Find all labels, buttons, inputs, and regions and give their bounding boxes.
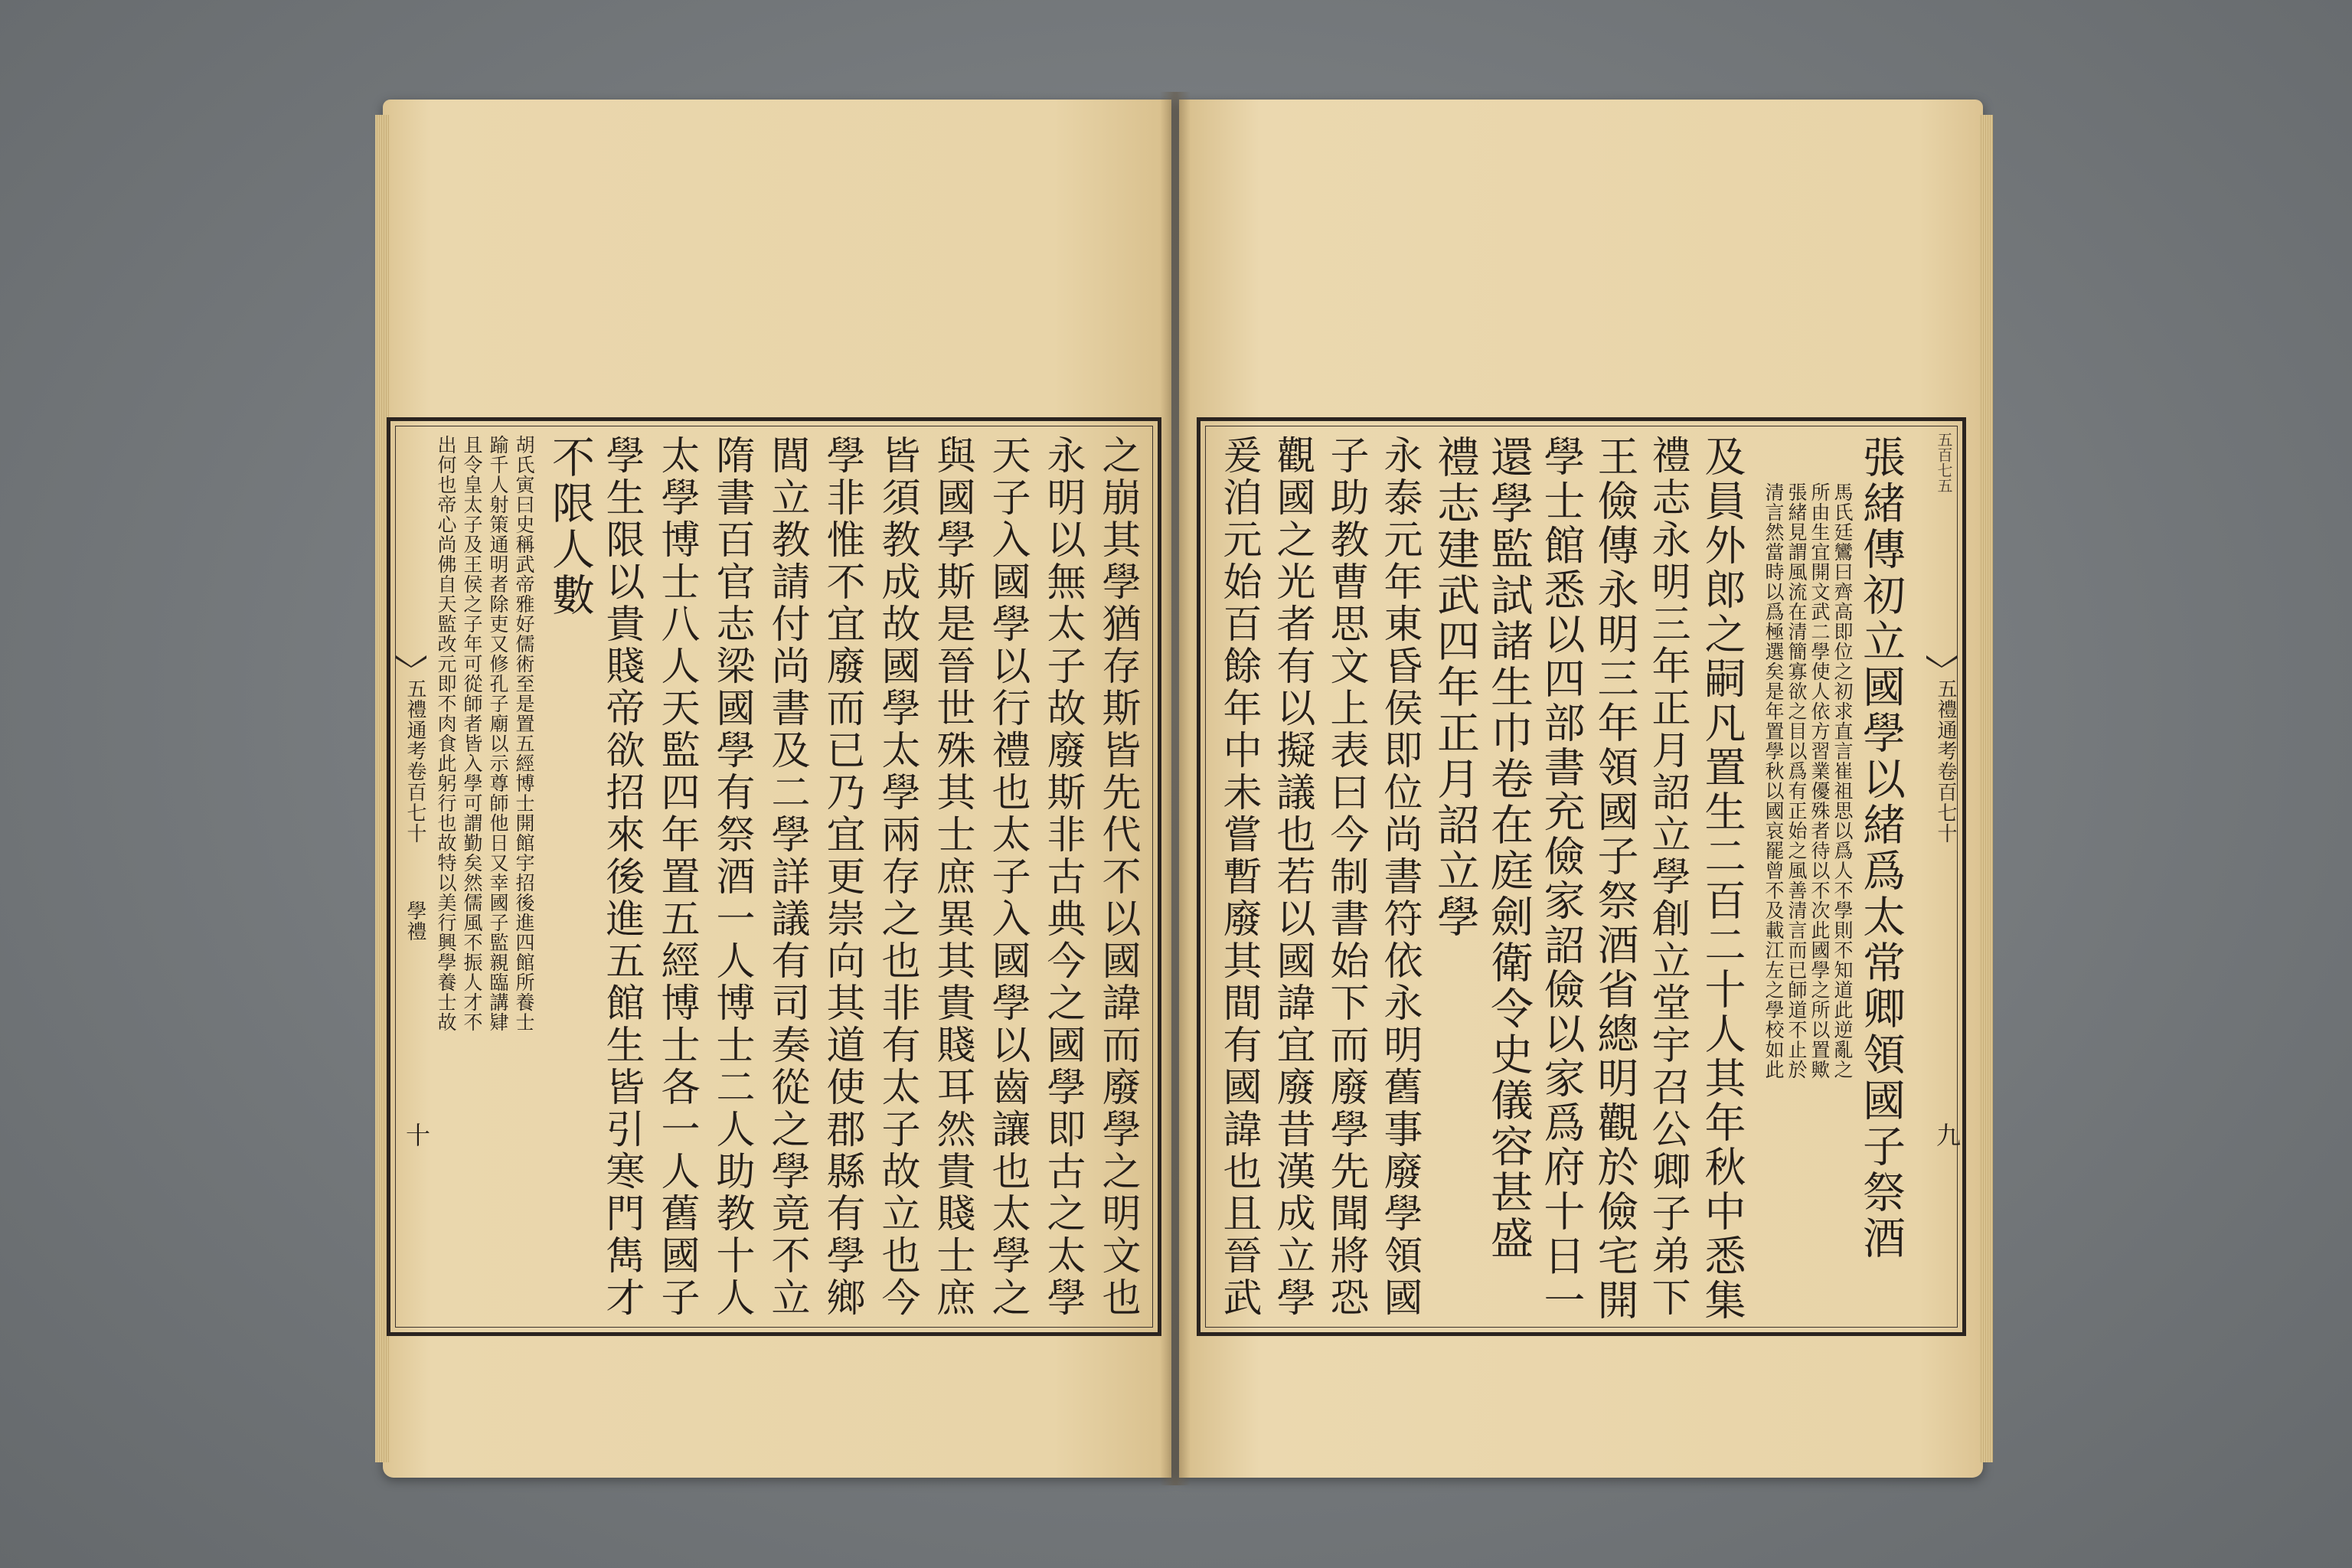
main-column: 禮志永明三年正月詔立學創立堂宇召公卿子弟下 <box>1645 435 1690 1319</box>
main-column: 閭立教請付尚書及二學詳議有司奏從之學竟不立 <box>764 435 809 1319</box>
main-column: 學非惟不宜廢而已乃宜更崇向其道使郡縣有學鄉 <box>819 435 864 1319</box>
section-title: 學禮 <box>403 900 426 942</box>
main-column: 及員外郎之嗣凡置生二百二十人其年秋中悉集 <box>1698 435 1746 1323</box>
main-column: 還學監試諸生巾卷在庭劍衛令史儀容甚盛 <box>1484 435 1534 1262</box>
volume-title: 五禮通考卷百七十 <box>1934 678 1957 844</box>
main-column: 之崩其學猶存斯皆先代不以國諱而廢學之明文也 <box>1095 435 1140 1319</box>
commentary-column: 踰千人射策通明者除吏又修孔子廟以示尊師他日又幸國子監親臨講肄 <box>487 435 509 1032</box>
book-spine <box>1160 92 1191 1485</box>
main-column: 永泰元年東昏侯即位尚書符依永明舊事廢學領國 <box>1377 435 1422 1319</box>
main-column: 天子入國學以行禮也太子入國學以齒讓也太學之 <box>985 435 1030 1319</box>
main-column: 皆須教成故國學太學兩存之也非有太子故立也今 <box>874 435 920 1319</box>
fishtail-ornament-icon <box>396 655 426 668</box>
commentary-column: 胡氏寅曰史稱武帝雅好儒術至是置五經博士開館宇招後進四館所養士 <box>513 435 535 1032</box>
corner-stamp: 五百七五 <box>1935 432 1953 493</box>
left-text-block <box>387 417 1161 1336</box>
margin-column <box>1926 426 1962 1328</box>
main-column: 與國學斯是晉世殊其士庶異其貴賤耳然貴賤士庶 <box>929 435 975 1319</box>
main-column: 太學博士八人天監四年置五經博士各一人舊國子 <box>654 435 699 1319</box>
main-column: 不限人數 <box>545 435 595 619</box>
commentary-column: 馬氏廷鸞曰齊高即位之初求直言崔祖思以爲人不學則不知道此逆亂之 <box>1831 482 1854 1080</box>
commentary-column: 出何也帝心尚佛自天監改元即不肉食此躬行也故特以美行興學養士故 <box>435 435 457 1032</box>
margin-column <box>395 426 431 1328</box>
fishtail-ornament-icon <box>1926 655 1957 668</box>
page-number: 九 <box>1932 1122 1962 1147</box>
right-text-block <box>1197 417 1966 1336</box>
commentary-column: 且令皇太子及王侯之子年可從師者皆入學可謂勤矣然儒風不振人才不 <box>461 435 483 1032</box>
main-column: 張緒傳初立國學以緒爲太常卿領國子祭酒 <box>1856 435 1906 1262</box>
main-column: 王儉傳永明三年領國子祭酒省總明觀於儉宅開 <box>1591 435 1639 1323</box>
volume-title: 五禮通考卷百七十 <box>403 678 426 844</box>
commentary-column: 張緒見謂風流在清簡寡欲之目以爲有正始之風善清言而已師道不止於 <box>1785 482 1808 1080</box>
right-page-edge <box>1979 115 1993 1462</box>
main-column: 子助教曹思文上表曰今制書始下而廢學先聞將恐 <box>1323 435 1368 1319</box>
main-column: 觀國之光者有以擬議也若以國諱宜廢昔漢成立學 <box>1269 435 1315 1319</box>
main-column: 學士館悉以四部書充儉家詔儉以家爲府十日一 <box>1537 435 1586 1323</box>
commentary-column: 清言然當時以爲極選矣是年置學秋以國哀罷曾不及載江左之學校如此 <box>1762 482 1785 1080</box>
main-column: 禮志建武四年正月詔立學 <box>1430 435 1480 940</box>
page-number: 十 <box>402 1122 431 1147</box>
main-column: 隋書百官志梁國學有祭酒一人博士二人助教十人 <box>709 435 754 1319</box>
commentary-column: 所由生宜開文武二學使人依方習業優殊者待以不次此國學之所以置歟 <box>1808 482 1831 1080</box>
main-column: 爰洎元始百餘年中未嘗暫廢其間有國諱也且晉武 <box>1216 435 1261 1319</box>
main-column: 學生限以貴賤帝欲招來後進五館生皆引寒門雋才 <box>599 435 644 1319</box>
main-column: 永明以無太子故廢斯非古典今之國學即古之太學 <box>1040 435 1085 1319</box>
